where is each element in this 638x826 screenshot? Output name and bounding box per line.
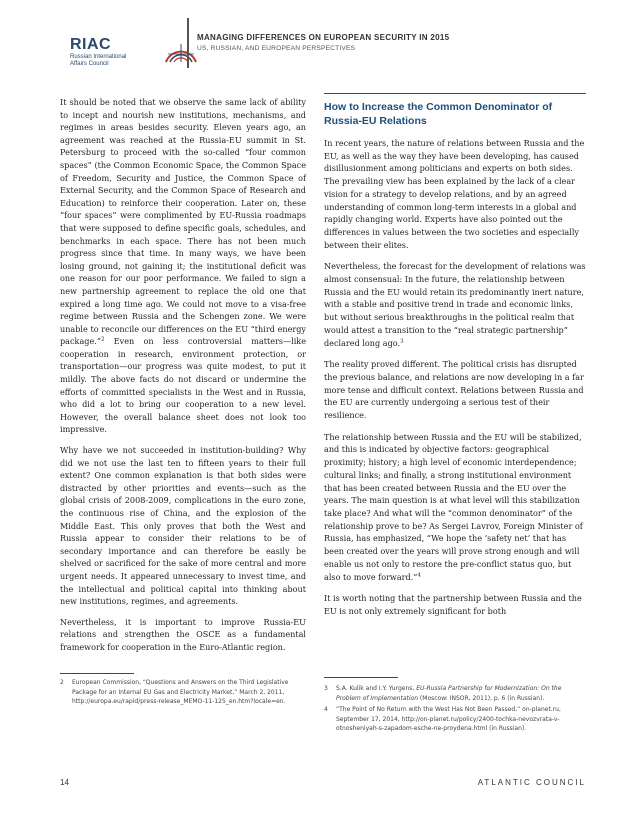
report-title: MANAGING DIFFERENCES ON EUROPEAN SECURITY IN 2015 [197,33,450,42]
paragraph: It should be noted that we observe the same lack of ability to incept and nourish new institutions, mechanisms, and regimes in areas besides security. Eleven years ago, an agreement was reached at the Russia-EU summit in St. Petersburg to proceed with the so-called “four common spaces” (the Common Economic Space, the Common Space of Freedom, Security and Justice, the Common Space of External Security, and the Common Space of Research and Education) to reinforce their cooperation. Later on, these “four spaces” were complimented by EU-Russia roadmaps that were supposed to define specific goals, schedules, and benchmarks in each space. There has not been much progress since that time. In many ways, we have been losing ground, not gaining it; the institutional deficit was one reason for our poor performance. We failed to sign a new partnership agreement to replace the old one that expired a long time ago. We could not move to a visa-free regime between Russia and the Schengen zone. We were unable to reconcile our differences on the EU “third energy package.”$^2$ Even on less controversial matters—like cooperation in research, environment protection, or transportation—our progress was quite modest, to put it mildly. The above facts do not discard or undermine the efforts of committed specialists in the West and in Russia, who did a lot to bring our cooperation to a new level. However, the overall balance sheet does not look too impressive. [60,97,306,435]
header-divider [187,18,189,68]
paragraph: It is worth noting that the partnership between Russia and the EU is not only extremely significant for both [324,593,582,616]
footer-brand: ATLANTIC COUNCIL [477,778,586,787]
logo-subtitle: Russian International Affairs Council [70,54,127,67]
logo-title: RIAC [70,36,112,53]
footnote-link[interactable]: “The Point of No Return with the West Has Not Been Passed,” on-planet.ru, September 17, 2014, http://on-planet.ru/policy/2400-tochka-nevozvrata-v-otnosheniyah-s-zapadom-esche-ne-proydena.html (in Russian). [336,706,561,732]
footnotes-right [324,684,586,736]
paragraph: Why have we not succeeded in institution-building? Why did we not use the last ten to fifteen years to their full extent? One common explanation is that both sides were distracted by other priorities and events—such as the global crisis of 2008-2009, complications in the euro zone, the continuous rise of China, and the explosion of the Middle East. This only proves that both the West and Russia appear to consider their relations to be of secondary importance and can therefore be easily be shelved or sacrificed for the sake of more central and more urgent needs. It appeared unnecessary to invest time, and the intellectual and political capital into thinking about new institutions, regimes, and agreements. [60,445,306,607]
footnote-divider [324,677,398,678]
paragraph: The reality proved different. The political crisis has disrupted the previous balance, and relations are now developing in a far more tense and difficult context. Relations between Russia and the EU are currently undergoing a serious test of their resilience. [324,359,584,421]
footnotes-left [60,678,308,709]
page-number: 14 [60,778,69,787]
paragraph: Nevertheless, it is important to improve Russia-EU relations and strengthen the OSCE as a fundamental framework for cooperation in the Euro-Atlantic region. [60,616,306,652]
right-column [324,137,586,627]
footnote-ref[interactable]: 3 [400,337,404,344]
footnote-divider [60,673,134,674]
footnote-ref[interactable]: 2 [100,336,105,343]
section-heading: How to Increase the Common Denominator of Russia-EU Relations [324,101,553,127]
footnote: 3 S.A. Kulik and I.Y. Yurgens, EU-Russia Partnership for Modernization: On the Problem of Implementation (Moscow: INSOR, 2011), p. 6 (in Russian). [324,685,562,702]
globe-icon [164,40,198,66]
paragraph: The relationship between Russia and the EU will be stabilized, and this is indicated by objective factors: geographical proximity; history; a high level of economic interdependence; cultural links; and finally, a strong institutional environment that has been created between Russia and the EU over the years. The main question is at what level will this stabilization take place? And what will the “common denominator” of the relationship prove to be? As Sergei Lavrov, Foreign Minister of Russia, has emphasized, “We hope the ‘safety net’ that has been created over the years will prove strong enough and will enable us not only to restore the pre-conflict status quo, but also to move forward.”$^4$ [324,431,583,582]
footnote-ref[interactable]: 4 [417,571,421,578]
left-column [60,96,306,662]
paragraph: In recent years, the nature of relations between Russia and the EU, as well as the way they have been developing, has caused disillusionment among politicians and experts on both sides. The prevailing view has been explained by the lack of a clear vision for a strategy to develop relations, and by an agreed understanding of common long-term interests in a global and rapidly changing world. Experts have also pointed out the differences in values between the two societies and especially between their elites. [324,138,585,250]
report-subtitle: US, RUSSIAN, AND EUROPEAN PERSPECTIVES [197,45,356,52]
footnote: 4 “The Point of No Return with the West Has Not Been Passed,” on-planet.ru, September 17, 2014, http://on-planet.ru/policy/2400-tochka-nevozvrata-v-otnosheniyah-s-zapadom-esche-ne-proydena.html (in Russian). [324,705,586,734]
footnote: 2 European Commission, “Questions and Answers on the Third Legislative Package for an Internal EU Gas and Electricity Market,” March 2, 2011, http://europa.eu/rapid/press-release_MEMO-11-125_en.htm?locale=en. [60,679,289,705]
heading-rule [324,93,586,94]
paragraph: Nevertheless, the forecast for the development of relations was almost consensual: In the future, the relationship between Russia and the EU would retain its predominantly inert nature, with a stable and positive trend in trade and economic links, but without serious breakthroughs in the political realm that would attest a transition to the “real strategic partnership” declared long ago.$^3$ [324,261,586,348]
